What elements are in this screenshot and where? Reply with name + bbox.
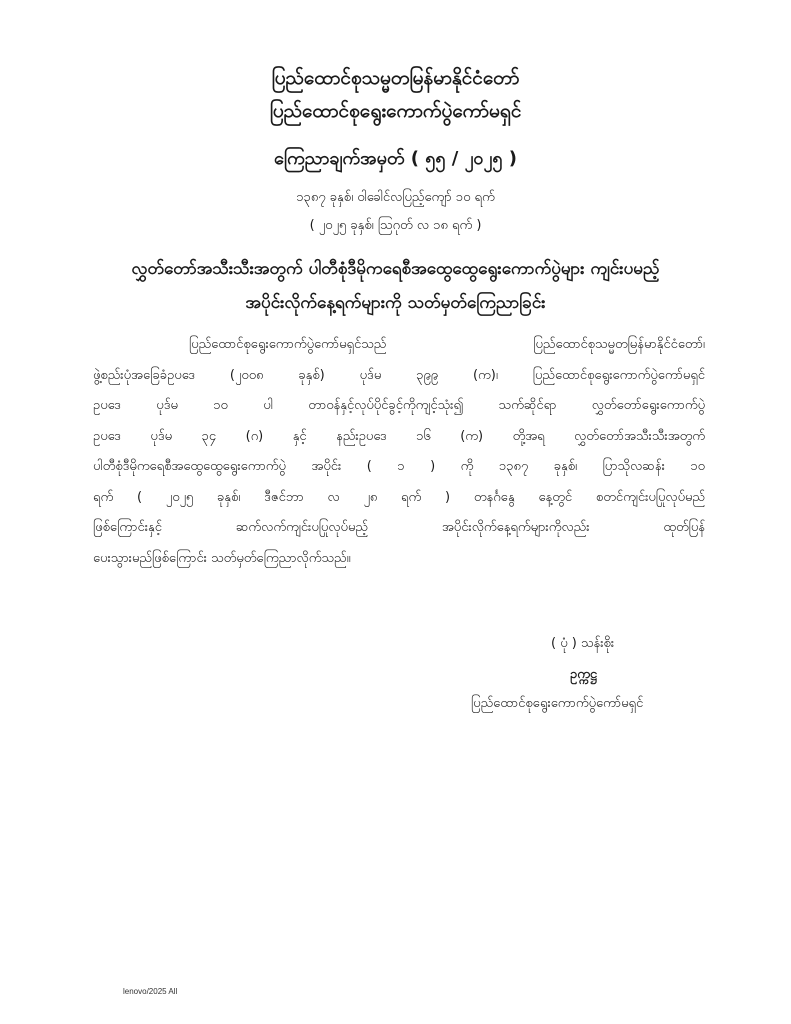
gregorian-date: ( ၂၀၂၅ ခုနှစ်၊ ဩဂုတ် လ ၁၈ ရက် ) (309, 218, 482, 233)
body-line: ဖြစ်ကြောင်းနှင့် ဆက်လက်ကျင်းပပြုလုပ်မည့် အပိုင်းလိုက်နေ့ရက်များကိုလည်း ထုတ်ပြန် (93, 520, 705, 535)
body-line: ပေးသွားမည်ဖြစ်ကြောင်း သတ်မှတ်ကြေညာလိုက်သည်။ (93, 550, 351, 566)
body-line: ဖွဲ့စည်းပုံအခြေခံဥပဒေ (၂၀၀၈ ခုနှစ်) ပုဒ်မ ၃၉၉ (က)၊ ပြည်ထောင်စုရွေးကောက်ပွဲကော်မရှင် (93, 367, 705, 383)
subject-line-2: အပိုင်းလိုက်နေ့ရက်များကို သတ်မှတ်ကြေညာခြင်း (245, 293, 546, 313)
body-line: ပါတီစုံဒီမိုကရေစီအထွေထွေရွေးကောက်ပွဲ အပိုင်း ( ၁ ) ကို ၁၃၈၇ ခုနှစ်၊ ပြာသိုလဆန်း ၁၀ (93, 459, 705, 474)
body-line: ဥပဒေ ပုဒ်မ ၁၀ ပါ တာဝန်နှင့်လုပ်ပိုင်ခွင့်ကိုကျင့်သုံး၍ သက်ဆိုင်ရာ လွှတ်တော်ရွေးကောက်ပွဲ (93, 398, 705, 413)
signatory-name: ( ပုံ ) သန်းစိုး (551, 636, 615, 651)
body-line: ရက် ( ၂၀၂၅ ခုနှစ်၊ ဒီဇင်ဘာ လ ၂၈ ရက် ) တနင်္ဂနွေ နေ့တွင် စတင်ကျင်းပပြုလုပ်မည် (93, 489, 705, 505)
country-name-heading: ပြည်ထောင်စုသမ္မတမြန်မာနိုင်ငံတော် (271, 67, 520, 89)
body-line: ဥပဒေ ပုဒ်မ ၃၄ (ဂ) နှင့် နည်းဥပဒေ ၁၆ (က) တို့အရ လွှတ်တော်အသီးသီးအတွက် (93, 428, 705, 444)
myanmar-date: ၁၃၈၇ ခုနှစ်၊ ဝါခေါင်လပြည့်ကျော် ၁၀ ရက် (296, 190, 495, 205)
signatory-title: ဥက္ကဋ္ဌ (570, 667, 597, 682)
notification-number: ကြေညာချက်အမှတ် ( ၅၅ / ၂၀၂၅ ) (273, 148, 518, 169)
footer-watermark: lenovo/2025 All (123, 987, 178, 996)
subject-line-1: လွှတ်တော်အသီးသီးအတွက် ပါတီစုံဒီမိုကရေစီအထွေထွေရွေးကောက်ပွဲများ ကျင်းပမည့် (131, 259, 660, 279)
signatory-organization: ပြည်ထောင်စုရွေးကောက်ပွဲကော်မရှင် (471, 696, 644, 711)
body-line: ပြည်ထောင်စုရွေးကောက်ပွဲကော်မရှင်သည် ပြည်ထောင်စုသမ္မတမြန်မာနိုင်ငံတော်၊ (189, 337, 705, 352)
commission-name-heading: ပြည်ထောင်စုရွေးကောက်ပွဲကော်မရှင် (269, 100, 522, 122)
body-paragraph (93, 330, 705, 574)
